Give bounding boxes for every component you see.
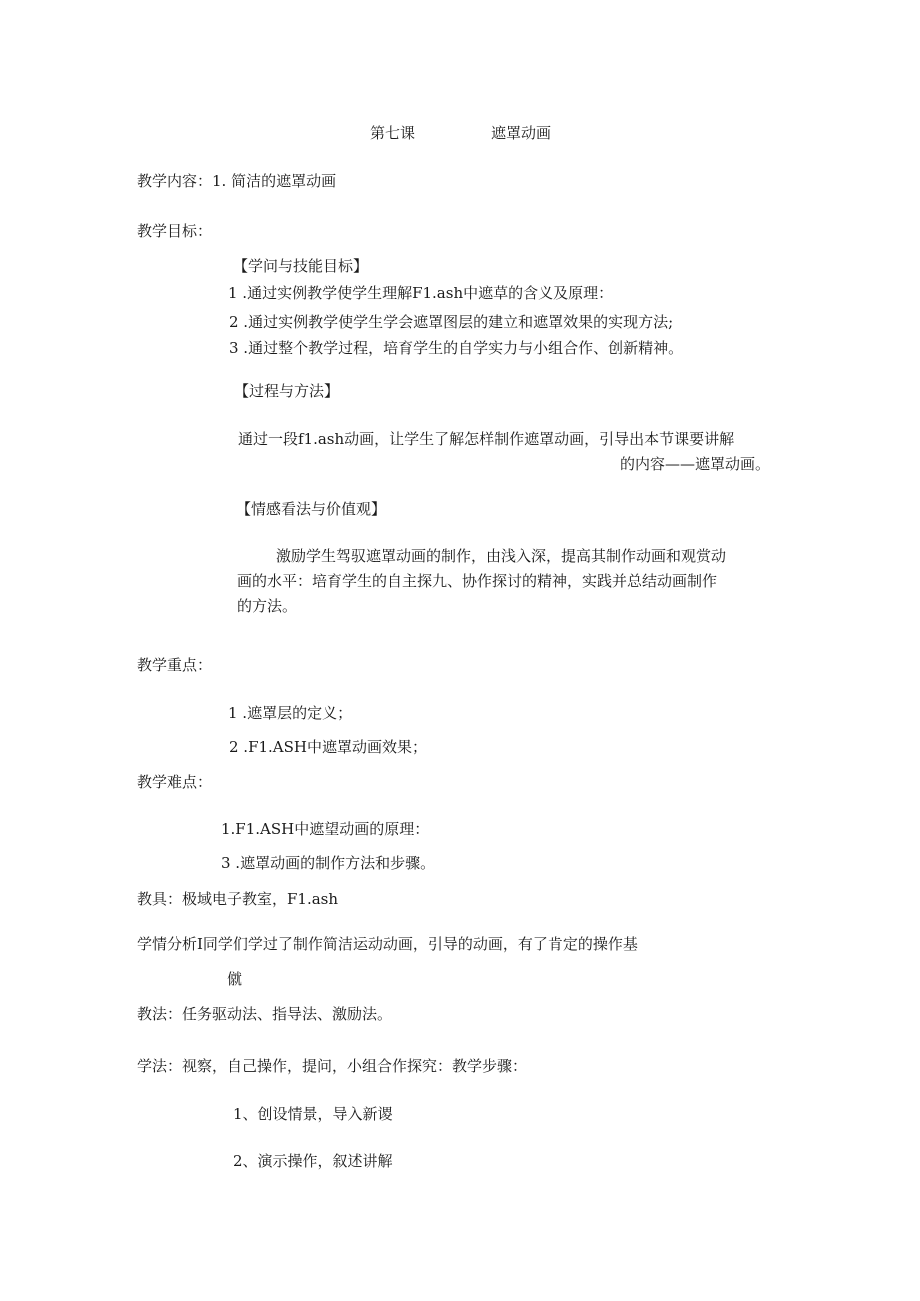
teaching-step: 1、创设情景，导入新谡 [233,1105,393,1123]
learner-analysis-line: 僦 [227,970,243,988]
difficulty-item: 3 .遮罩动画的制作方法和步骤。 [221,854,436,872]
knowledge-heading: 【学问与技能目标】 [233,257,369,275]
knowledge-item: 1 .通过实例教学使学生理解F1.ash中遮草的含义及原理： [228,284,614,302]
knowledge-item: 2 .通过实例教学使学生学会遮罩图层的建立和遮罩效果的实现方法; [229,313,674,331]
emotion-text-line: 画的水平：培育学生的自主探九、协作探讨的精神，实践并总结动画制作 [237,572,718,590]
lesson-topic: 遮罩动画 [491,124,552,142]
lesson-number: 第七课 [370,124,416,142]
goals-heading: 教学目标： [137,222,213,240]
key-point-item: 1 .遮罩层的定义； [228,704,353,722]
emotion-text-line: 激励学生驾驭遮罩动画的制作，由浅入深，提高其制作动画和观赏动 [276,547,727,565]
process-heading: 【过程与方法】 [234,382,340,400]
key-point-item: 2 .F1.ASH中遮罩动画效果； [229,738,427,756]
teaching-tools: 教具：极域电子教室，F1.ash [137,890,339,908]
knowledge-item: 3 .通过整个教学过程，培育学生的自学实力与小组合作、创新精神。 [229,339,684,357]
learner-analysis-line: 学情分析I同学们学过了制作简洁运动动画，引导的动画，有了肯定的操作基 [137,935,638,953]
teaching-content: 教学内容：1. 简洁的遮罩动画 [137,172,337,190]
process-text-line: 通过一段f1.ash动画，让学生了解怎样制作遮罩动画，引导出本节课要讲解 [238,430,735,448]
process-text-line: 的内容——遮罩动画。 [620,455,771,473]
key-points-heading: 教学重点： [137,656,213,674]
difficulty-item: 1.F1.ASH中遮望动画的原理： [221,820,430,838]
difficulties-heading: 教学难点： [137,773,213,791]
study-method: 学法：视察，自己操作，提问，小组合作探究：教学步骤： [137,1057,528,1075]
teaching-step: 2、演示操作，叙述讲解 [233,1152,393,1170]
emotion-text-line: 的方法。 [237,597,298,615]
teaching-method: 教法：任务驱动法、指导法、激励法。 [137,1005,393,1023]
emotion-heading: 【情感看法与价值观】 [236,500,387,518]
